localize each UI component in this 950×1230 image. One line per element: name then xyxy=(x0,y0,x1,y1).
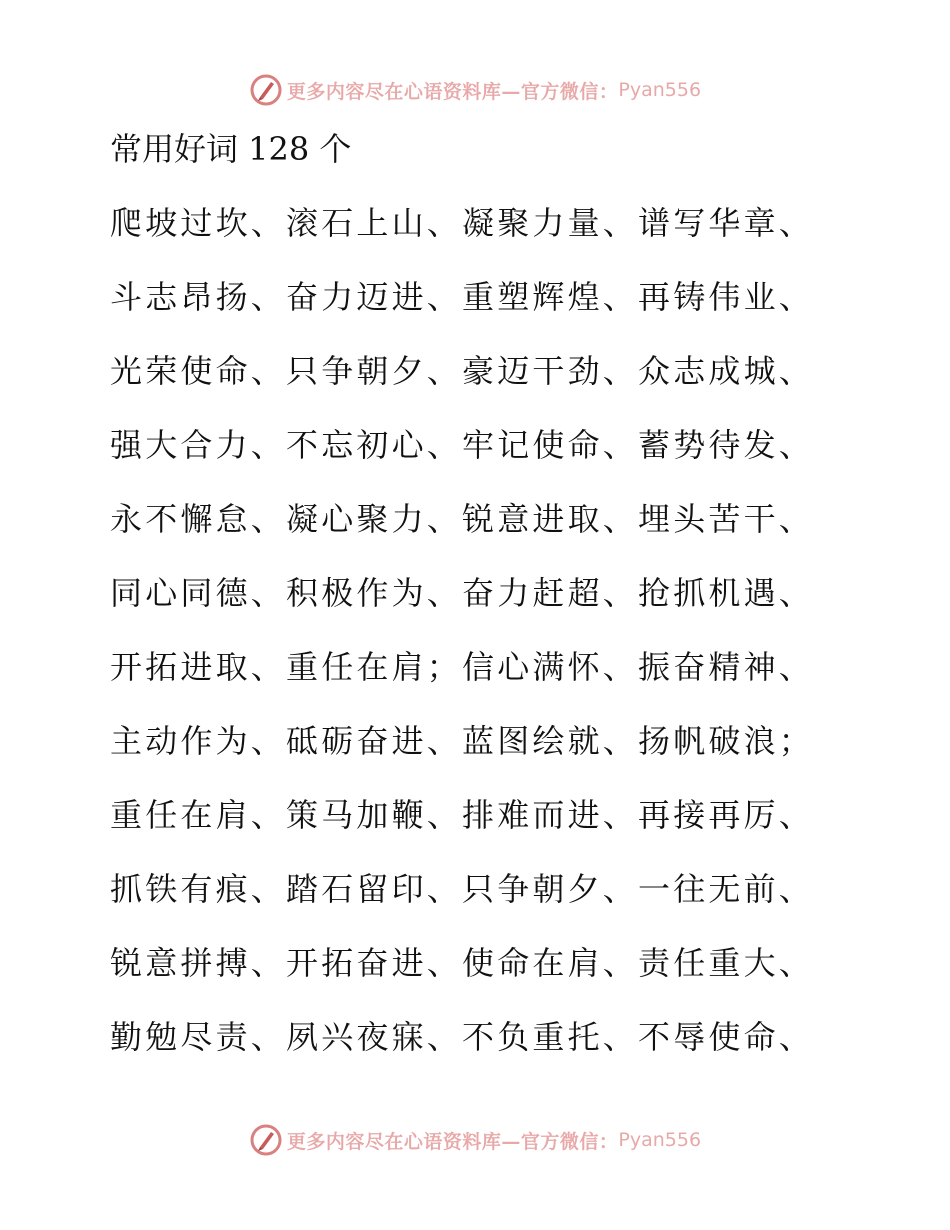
header-wechat-id: Pyan556 xyxy=(618,79,702,101)
header-promo-text: 更多内容尽在心语资料库—官方微信： xyxy=(286,80,619,103)
word-line: 同心同德、积极作为、奋力赶超、抢抓机遇、 xyxy=(110,574,815,612)
word-line: 锐意拼搏、开拓奋进、使命在肩、责任重大、 xyxy=(110,944,815,982)
word-line: 斗志昂扬、奋力迈进、重塑辉煌、再铸伟业、 xyxy=(110,278,815,316)
word-line: 主动作为、砥砺奋进、蓝图绘就、扬帆破浪； xyxy=(110,722,815,760)
word-line: 开拓进取、重任在肩；信心满怀、振奋精神、 xyxy=(110,648,815,686)
word-line: 勤勉尽责、夙兴夜寐、不负重托、不辱使命、 xyxy=(110,1018,815,1056)
footer-promo-text: 更多内容尽在心语资料库—官方微信： xyxy=(286,1130,619,1153)
pen-circle-logo-icon xyxy=(249,73,283,107)
header-banner xyxy=(0,70,950,110)
word-list xyxy=(110,186,815,1074)
footer-wechat-id: Pyan556 xyxy=(618,1129,702,1151)
pen-circle-logo-icon xyxy=(249,1123,283,1157)
word-line: 爬坡过坎、滚石上山、凝聚力量、谱写华章、 xyxy=(110,204,815,242)
word-line: 重任在肩、策马加鞭、排难而进、再接再厉、 xyxy=(110,796,815,834)
word-line: 光荣使命、只争朝夕、豪迈干劲、众志成城、 xyxy=(110,352,815,390)
page-title: 常用好词 128 个 xyxy=(110,130,352,168)
footer-banner xyxy=(0,1120,950,1160)
word-line: 永不懈怠、凝心聚力、锐意进取、埋头苦干、 xyxy=(110,500,815,538)
word-line: 强大合力、不忘初心、牢记使命、蓄势待发、 xyxy=(110,426,815,464)
word-line: 抓铁有痕、踏石留印、只争朝夕、一往无前、 xyxy=(110,870,815,908)
